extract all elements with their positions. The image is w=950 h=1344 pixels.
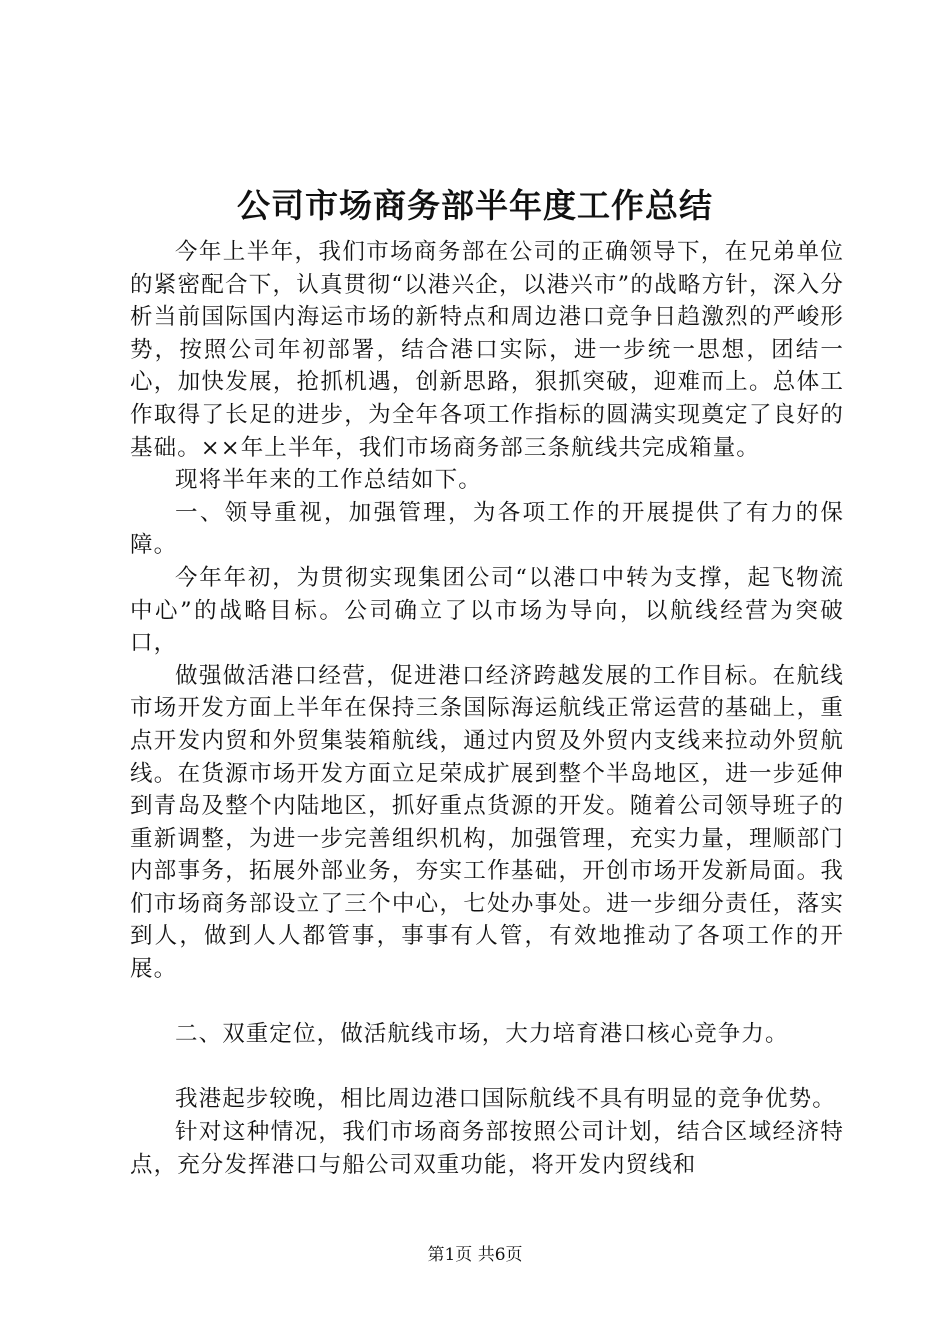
section-heading-1: 一、领导重视，加强管理，为各项工作的开展提供了有力的保障。 <box>130 499 844 559</box>
document-body <box>130 236 844 1181</box>
page-footer: 第1页 共6页 <box>427 1245 523 1265</box>
document-title: 公司市场商务部半年度工作总结 <box>237 186 713 225</box>
section-heading-2: 二、双重定位，做活航线市场，大力培育港口核心竞争力。 <box>175 1021 789 1048</box>
paragraph-intro: 今年上半年，我们市场商务部在公司的正确领导下，在兄弟单位的紧密配合下，认真贯彻“以港兴企，以港兴市”的战略方针，深入分析当前国际国内海运市场的新特点和周边港口竞争日趋激烈的严峻形势，按照公司年初部署，结合港口实际，进一步统一思想，团结一心，加快发展，抢抓机遇，创新思路，狠抓突破，迎难而上。总体工作取得了长足的进步，为全年各项工作指标的圆满实现奠定了良好的基础。××年上半年，我们市场商务部三条航线共完成箱量。 <box>130 239 844 461</box>
paragraph-summary-lead: 现将半年来的工作总结如下。 <box>175 467 482 494</box>
paragraph-work-goals: 做强做活港口经营，促进港口经济跨越发展的工作目标。在航线市场开发方面上半年在保持三条国际海运航线正常运营的基础上，重点开发内贸和外贸集装箱航线，通过内贸及外贸内支线来拉动外贸航线。在货源市场开发方面立足荣成扩展到整个半岛地区，进一步延伸到青岛及整个内陆地区，抓好重点货源的开发。随着公司领导班子的重新调整，为进一步完善组织机构，加强管理，充实力量，理顺部门内部事务，拓展外部业务，夯实工作基础，开创市场开发新局面。我们市场商务部设立了三个中心，七处办事处。进一步细分责任，落实到人，做到人人都管事，事事有人管，有效地推动了各项工作的开展。 <box>130 662 844 983</box>
paragraph-strategy: 今年年初，为贯彻实现集团公司“以港口中转为支撑，起飞物流中心”的战略目标。公司确立了以市场为导向，以航线经营为突破口， <box>130 564 844 657</box>
paragraph-response: 针对这种情况，我们市场商务部按照公司计划，结合区域经济特点，充分发挥港口与船公司双重功能，将开发内贸线和 <box>130 1119 844 1178</box>
paragraph-port-position: 我港起步较晚，相比周边港口国际航线不具有明显的竞争优势。 <box>175 1086 836 1113</box>
